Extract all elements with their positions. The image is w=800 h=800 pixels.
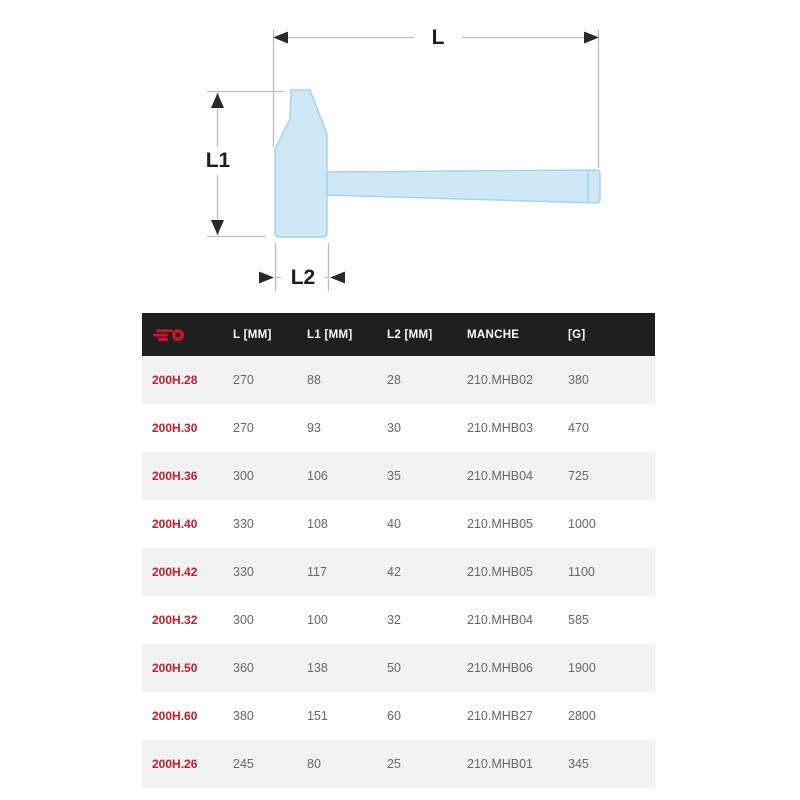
ref-link[interactable]: 200H.32 bbox=[152, 613, 198, 627]
l-cell: 245 bbox=[233, 757, 254, 771]
ref-link[interactable]: 200H.26 bbox=[152, 757, 198, 771]
l1-cell: 80 bbox=[307, 757, 321, 771]
brand-logo-icon bbox=[152, 325, 188, 345]
l-cell: 270 bbox=[233, 373, 254, 387]
l2-cell: 28 bbox=[387, 373, 401, 387]
g-cell: 1000 bbox=[568, 517, 596, 531]
l1-cell: 117 bbox=[307, 565, 327, 579]
spec-table bbox=[142, 313, 655, 788]
dim-label-l: L bbox=[416, 27, 460, 48]
hammer-diagram-svg bbox=[0, 0, 800, 310]
col-header-manche: MANCHE bbox=[467, 328, 520, 341]
manche-cell: 210.MHB02 bbox=[467, 373, 534, 387]
hammer-handle bbox=[327, 170, 600, 203]
ref-link[interactable]: 200H.42 bbox=[152, 565, 198, 579]
l-cell: 300 bbox=[233, 613, 254, 627]
extension-lines bbox=[207, 30, 599, 291]
l2-cell: 25 bbox=[387, 757, 401, 771]
table-row bbox=[142, 548, 655, 596]
l2-cell: 50 bbox=[387, 661, 401, 675]
l1-cell: 100 bbox=[307, 613, 328, 627]
manche-cell: 210.MHB05 bbox=[467, 517, 534, 531]
table-row bbox=[142, 740, 655, 788]
l1-cell: 151 bbox=[307, 709, 328, 723]
table-row bbox=[142, 596, 655, 644]
g-cell: 585 bbox=[568, 613, 589, 627]
l1-cell: 108 bbox=[307, 517, 328, 531]
col-header-g: [G] bbox=[568, 328, 586, 341]
g-cell: 380 bbox=[568, 373, 589, 387]
hammer-dimension-diagram bbox=[0, 0, 800, 310]
ref-link[interactable]: 200H.60 bbox=[152, 709, 198, 723]
manche-cell: 210.MHB04 bbox=[467, 469, 534, 483]
manche-cell: 210.MHB27 bbox=[467, 709, 534, 723]
manche-cell: 210.MHB05 bbox=[467, 565, 534, 579]
table-header-row bbox=[142, 313, 655, 356]
l-cell: 360 bbox=[233, 661, 254, 675]
l1-cell: 138 bbox=[307, 661, 328, 675]
table-row bbox=[142, 644, 655, 692]
manche-cell: 210.MHB01 bbox=[467, 757, 534, 771]
l2-cell: 32 bbox=[387, 613, 401, 627]
ref-link[interactable]: 200H.36 bbox=[152, 469, 198, 483]
l-cell: 330 bbox=[233, 517, 254, 531]
l2-cell: 60 bbox=[387, 709, 401, 723]
col-header-l1: L1 [MM] bbox=[307, 328, 353, 341]
ref-link[interactable]: 200H.40 bbox=[152, 517, 198, 531]
g-cell: 470 bbox=[568, 421, 589, 435]
ref-link[interactable]: 200H.28 bbox=[152, 373, 198, 387]
l-cell: 330 bbox=[233, 565, 254, 579]
manche-cell: 210.MHB06 bbox=[467, 661, 534, 675]
manche-cell: 210.MHB04 bbox=[467, 613, 534, 627]
l2-cell: 42 bbox=[387, 565, 401, 579]
l-cell: 270 bbox=[233, 421, 254, 435]
brand-logo bbox=[142, 325, 233, 345]
table-body bbox=[142, 356, 655, 788]
table-row bbox=[142, 356, 655, 404]
ref-link[interactable]: 200H.30 bbox=[152, 421, 198, 435]
l-cell: 380 bbox=[233, 709, 254, 723]
l1-cell: 93 bbox=[307, 421, 321, 435]
g-cell: 1100 bbox=[568, 565, 595, 579]
table-row bbox=[142, 404, 655, 452]
g-cell: 345 bbox=[568, 757, 589, 771]
ref-link[interactable]: 200H.50 bbox=[152, 661, 198, 675]
g-cell: 2800 bbox=[568, 709, 596, 723]
dim-label-l1: L1 bbox=[196, 150, 240, 171]
manche-cell: 210.MHB03 bbox=[467, 421, 534, 435]
hammer-head bbox=[275, 90, 327, 237]
l2-cell: 30 bbox=[387, 421, 401, 435]
l1-cell: 88 bbox=[307, 373, 321, 387]
table-row bbox=[142, 452, 655, 500]
col-header-l2: L2 [MM] bbox=[387, 328, 433, 341]
dimension-arrows bbox=[211, 32, 599, 284]
g-cell: 725 bbox=[568, 469, 589, 483]
l2-cell: 40 bbox=[387, 517, 401, 531]
dim-label-l2: L2 bbox=[281, 267, 325, 288]
l1-cell: 106 bbox=[307, 469, 328, 483]
table-row bbox=[142, 500, 655, 548]
l2-cell: 35 bbox=[387, 469, 401, 483]
table-row bbox=[142, 692, 655, 740]
col-header-l: L [MM] bbox=[233, 328, 272, 341]
g-cell: 1900 bbox=[568, 661, 596, 675]
l-cell: 300 bbox=[233, 469, 254, 483]
